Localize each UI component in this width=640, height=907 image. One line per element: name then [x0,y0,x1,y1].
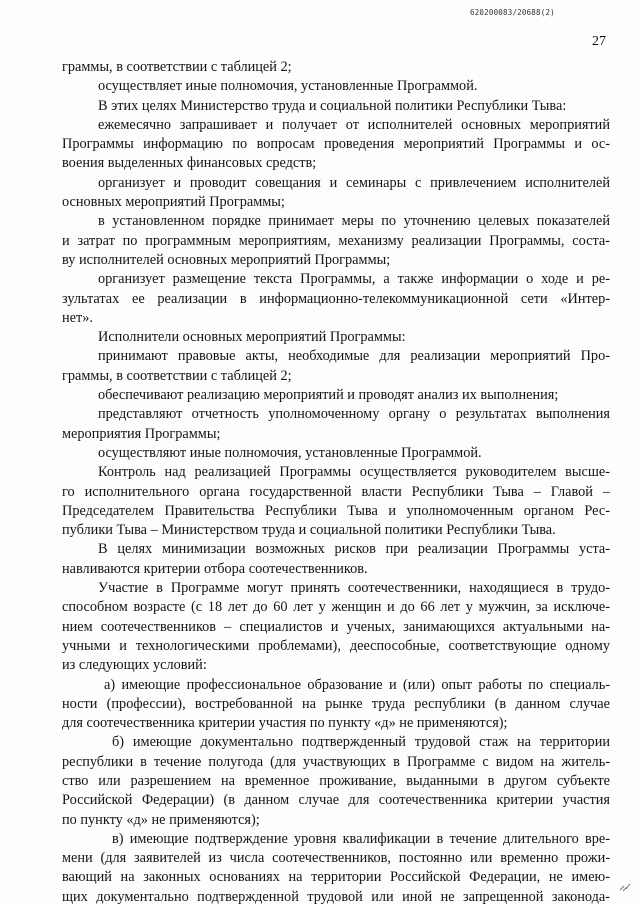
text-line: зультатах ее реализации в информационно-телекоммуникационной сети «Интер- [62,290,610,307]
text-line: Программы информацию по вопросам проведения мероприятий Программы и ос- [62,136,610,153]
text-line: навливаются критерии отбора соотечественников. [62,560,368,577]
text-line: Контроль над реализацией Программы осуществляется руководителем высше- [98,464,610,481]
text-line: ности (профессии), востребованной на рынке труда республики (в данном случае [62,695,610,712]
text-line: а) имеющие профессиональное образование и (или) опыт работы по специаль- [104,676,610,693]
text-line: мероприятия Программы; [62,425,221,442]
page-number: 27 [592,34,606,49]
text-line: осуществляют иные полномочия, установленные Программой. [98,444,482,461]
text-line: представляют отчетность уполномоченному органу о результатах выполнения [98,406,610,423]
text-line: В целях минимизации возможных рисков при реализации Программы уста- [98,541,610,558]
text-line: осуществляет иные полномочия, установленные Программой. [98,78,478,95]
body-text [62,58,610,907]
text-line: обеспечивают реализацию мероприятий и проводят анализ их выполнения; [98,387,559,404]
text-line: В этих целях Министерство труда и социальной политики Республики Тыва: [98,97,567,114]
document-id: 620200083/20688(2) [470,8,555,17]
text-line: учными и технологическими проблемами), дееспособные, соответствующие одному [62,637,610,654]
text-line: Исполнители основных мероприятий Программы: [98,329,406,346]
text-line: ву исполнителей основных мероприятий Программы; [62,251,391,268]
text-line: организует и проводит совещания и семинары с привлечением исполнителей [98,174,610,191]
text-line: Участие в Программе могут принять соотечественники, находящиеся в трудо- [98,580,610,597]
text-line: б) имеющие документально подтвержденный трудовой стаж на территории [112,734,610,751]
text-line: граммы, в соответствии с таблицей 2; [62,367,292,384]
scan-mark-icon [618,878,632,892]
text-line: Российской Федерации) (в данном случае для соотечественника критерии участия [62,792,610,809]
text-line: республики в течение полугода (для участвующих в Программе с видом на житель- [62,753,610,770]
text-line: Председателем Правительства Республики Тыва и уполномоченным органом Рес- [62,502,610,519]
text-line: нет». [62,309,93,326]
text-line: ство или разрешением на временное проживание, выданными в другом субъекте [62,772,610,789]
text-line: го исполнительного органа государственной власти Республики Тыва – Главой – [62,483,610,500]
text-line: из следующих условий: [62,657,207,674]
text-line: для соотечественника критерии участия по пункту «д» не применяются); [62,715,508,732]
text-line: мени (для заявителей из числа соотечественников, постоянно или временно прожи- [62,850,610,867]
text-line: публики Тыва – Министерством труда и социальной политики Республики Тыва. [62,522,556,539]
text-line: в установленном порядке принимает меры по уточнению целевых показателей [98,213,610,230]
text-line: основных мероприятий Программы; [62,194,285,211]
text-line: по пункту «д» не применяются); [62,811,260,828]
text-line: организует размещение текста Программы, а также информации о ходе и ре- [98,271,610,288]
text-line: способном возрасте (с 18 лет до 60 лет у женщин и до 66 лет у мужчин, за исключе- [62,599,610,616]
text-line: в) имеющие подтверждение уровня квалификации в течение длительного вре- [112,830,610,847]
text-line: принимают правовые акты, необходимые для реализации мероприятий Про- [98,348,610,365]
text-line: ежемесячно запрашивает и получает от исполнителей основных мероприятий [98,116,610,133]
text-line: нием соотечественников – специалистов и ученых, занимающихся актуальными на- [62,618,610,635]
text-line: щих документально подтвержденной трудовой или иной не запрещенной законода- [62,888,610,905]
text-line: вающий на законных основаниях на территории Российской Федерации, не имею- [62,869,610,886]
text-line: воения выделенных финансовых средств; [62,155,317,172]
text-line: и затрат по программным мероприятиям, механизму реализации Программы, соста- [62,232,610,249]
text-line: граммы, в соответствии с таблицей 2; [62,59,292,75]
